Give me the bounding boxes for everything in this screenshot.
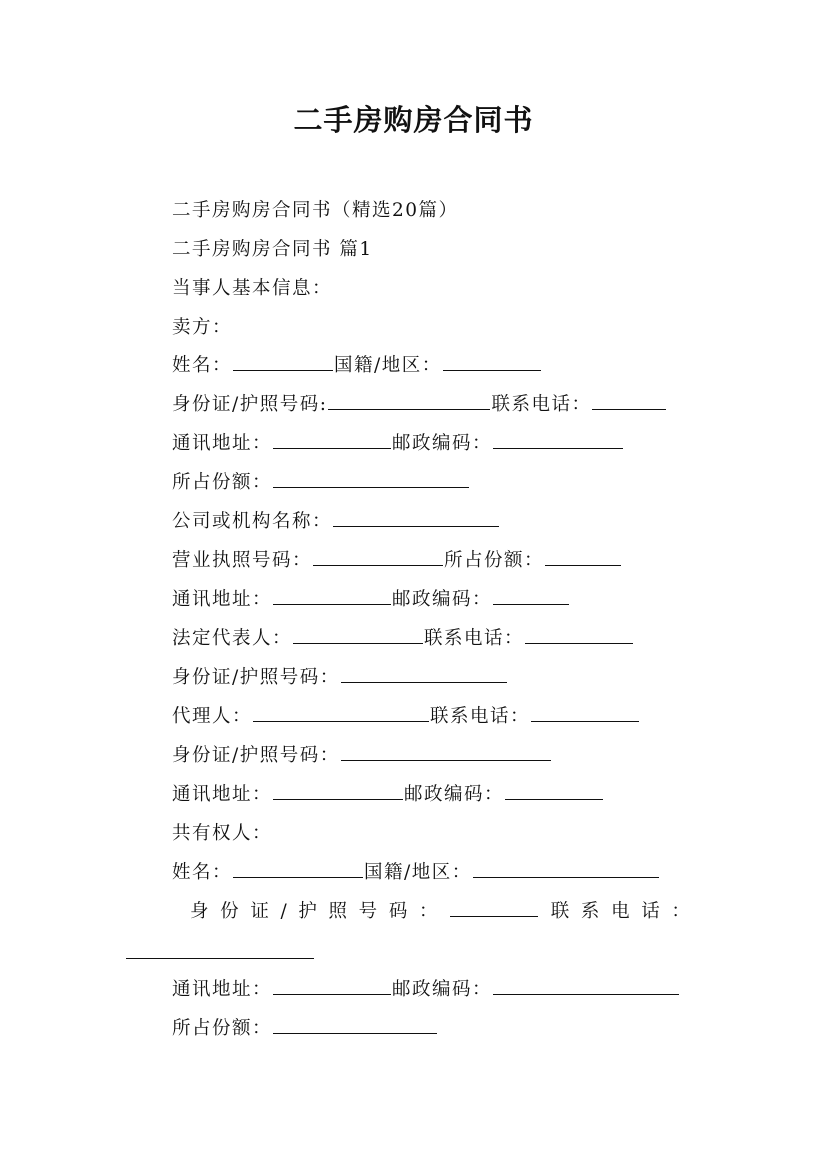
license-blank[interactable] [313,543,443,566]
id-label: 身份证/护照号码: [172,394,328,415]
agent-address-row [172,776,604,814]
company-row [172,503,500,541]
seller-heading: 卖方： [172,317,233,338]
name-label: 姓名： [172,862,233,883]
address-label: 通讯地址： [172,784,273,805]
char: 码 [388,901,408,922]
seller-name-row [172,347,542,385]
name-blank[interactable] [233,855,363,878]
char: / [280,901,287,922]
postcode-blank[interactable] [493,972,679,995]
co-owner-share-row [172,1010,438,1048]
agent-row [172,698,640,736]
agent-label: 代理人： [172,706,253,727]
share-label: 所占份额： [172,472,273,493]
legal-rep-label: 法定代表人： [172,628,293,649]
char: 电 [611,901,630,922]
address-blank[interactable] [273,972,391,995]
seller-id-row [172,386,667,424]
char: 联 [550,901,570,922]
char: 话 [641,901,660,922]
id-blank[interactable] [328,387,490,410]
postcode-blank[interactable] [493,582,569,605]
char: 身 [190,901,209,922]
char: ： [671,901,690,922]
postcode-label: 邮政编码： [404,784,505,805]
name-blank[interactable] [233,348,333,371]
char: 护 [298,901,317,922]
name-label: 姓名： [172,355,233,376]
parties-heading: 当事人基本信息： [172,278,333,299]
id-blank[interactable] [450,894,538,917]
share-label: 所占份额： [444,550,545,571]
co-owner-address-row [172,971,680,1009]
seller-share-row [172,464,470,502]
legal-rep-blank[interactable] [293,621,423,644]
id-blank[interactable] [341,738,551,761]
share-blank[interactable] [273,465,469,488]
char: 份 [220,901,239,922]
postcode-label: 邮政编码： [392,433,493,454]
license-label: 营业执照号码： [172,550,313,571]
phone-label: 联系电话： [430,706,531,727]
co-owner-heading: 共有权人： [172,823,273,844]
address-label: 通讯地址： [172,433,273,454]
phone-blank[interactable] [126,938,314,959]
license-row [172,542,622,580]
address-label: 通讯地址： [172,979,273,1000]
company-blank[interactable] [333,504,499,527]
phone-label: 联系电话： [424,628,525,649]
phone-blank[interactable] [531,699,639,722]
seller-address-row [172,425,624,463]
address-blank[interactable] [273,426,391,449]
company-address-row [172,581,570,619]
subtitle: 二手房购房合同书（精选20篇） [172,200,459,221]
legal-rep-id-row [172,659,508,697]
postcode-label: 邮政编码： [392,979,493,1000]
postcode-label: 邮政编码： [392,589,493,610]
company-label: 公司或机构名称： [172,511,333,532]
id-label: 身份证/护照号码： [172,745,340,766]
nationality-label: 国籍/地区： [334,355,442,376]
co-owner-name-row [172,854,660,892]
postcode-blank[interactable] [505,777,603,800]
postcode-blank[interactable] [493,426,623,449]
article-heading: 二手房购房合同书 篇1 [172,239,373,260]
char: 号 [358,901,378,922]
address-label: 通讯地址： [172,589,273,610]
char: ： [418,901,438,922]
co-owner-id-row [190,893,690,931]
id-label: 身份证/护照号码： [172,667,340,688]
nationality-blank[interactable] [443,348,541,371]
document-title: 二手房购房合同书 [293,103,534,137]
phone-blank[interactable] [592,387,666,410]
phone-blank[interactable] [525,621,633,644]
char: 照 [328,901,348,922]
phone-label: 联系电话： [491,394,592,415]
agent-blank[interactable] [253,699,429,722]
legal-rep-row [172,620,634,658]
agent-id-row [172,737,552,775]
share-blank[interactable] [545,543,621,566]
nationality-blank[interactable] [473,855,659,878]
address-blank[interactable] [273,582,391,605]
char: 系 [580,901,600,922]
address-blank[interactable] [273,777,403,800]
share-label: 所占份额： [172,1018,273,1039]
share-blank[interactable] [273,1011,437,1034]
char: 证 [250,901,269,922]
nationality-label: 国籍/地区： [364,862,472,883]
id-blank[interactable] [341,660,507,683]
